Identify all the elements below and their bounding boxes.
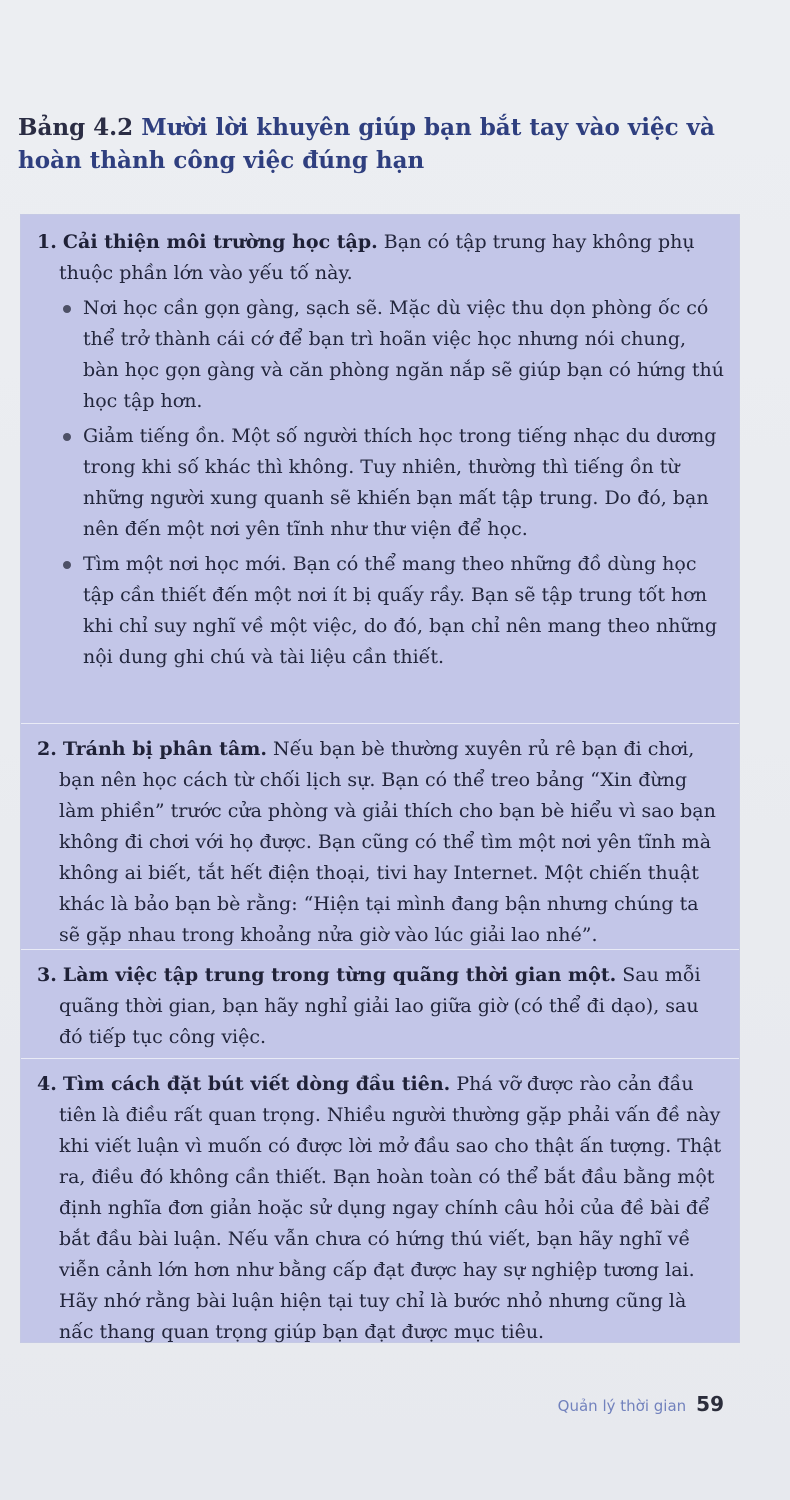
- bullet-text: Nơi học cần gọn gàng, sạch sẽ. Mặc dù việc thu dọn phòng ốc có thể trở thành cái cớ để bạn trì hoãn việc học nhưng nói chung, bàn học gọn gàng và căn phòng ngăn nắp sẽ giúp bạn có hứng thú học tập hơn.: [83, 297, 724, 412]
- tip-number: 1.: [37, 231, 57, 253]
- list-item: [59, 293, 725, 417]
- table-row: [21, 949, 739, 1058]
- tip-heading: Làm việc tập trung trong từng quãng thời gian một.: [62, 964, 617, 986]
- tip-number: 3.: [37, 964, 57, 986]
- tip-body: Bạn có tập trung hay không phụ thuộc phần lớn vào yếu tố này.: [59, 231, 695, 284]
- tip-number: 4.: [37, 1073, 57, 1095]
- tip-heading: Tránh bị phân tâm.: [62, 738, 267, 760]
- tip-heading: Cải thiện môi trường học tập.: [62, 231, 378, 253]
- tip-2: [35, 734, 725, 951]
- tip-number: 2.: [37, 738, 57, 760]
- page-number: 59: [696, 1392, 724, 1416]
- bullet-text: Giảm tiếng ồn. Một số người thích học trong tiếng nhạc du dương trong khi số khác thì không. Tuy nhiên, thường thì tiếng ồn từ những người xung quanh sẽ khiến bạn mất tập trung. Do đó, bạn nên đến một nơi yên tĩnh như thư viện để học.: [83, 425, 717, 540]
- tip-body: Sau mỗi quãng thời gian, bạn hãy nghỉ giải lao giữa giờ (có thể đi dạo), sau đó tiếp tục công việc.: [59, 964, 701, 1048]
- tip-1-bullet-list: [59, 293, 725, 673]
- tip-body: Nếu bạn bè thường xuyên rủ rê bạn đi chơi, bạn nên học cách từ chối lịch sự. Bạn có thể treo bảng “Xin đừng làm phiền” trước cửa phòng và giải thích cho bạn bè hiểu vì sao bạn không đi chơi với họ được. Bạn cũng có thể tìm một nơi yên tĩnh mà không ai biết, tắt hết điện thoại, tivi hay Internet. Một chiến thuật khác là bảo bạn bè rằng: “Hiện tại mình đang bận nhưng chúng ta sẽ gặp nhau trong khoảng nửa giờ vào lúc giải lao nhé”.: [59, 738, 716, 946]
- table-row: [21, 1058, 739, 1342]
- tip-1: [35, 227, 725, 289]
- bullet-icon: [63, 305, 71, 313]
- tips-table: [20, 214, 740, 1343]
- tip-3: [35, 960, 725, 1053]
- table-row: [21, 723, 739, 949]
- table-caption-text: Mười lời khuyên giúp bạn bắt tay vào việc và hoàn thành công việc đúng hạn: [18, 114, 715, 174]
- page-footer: [558, 1392, 724, 1416]
- bullet-icon: [63, 433, 71, 441]
- tip-heading: Tìm cách đặt bút viết dòng đầu tiên.: [62, 1073, 451, 1095]
- section-title: Quản lý thời gian: [557, 1397, 687, 1415]
- table-row: [21, 215, 739, 723]
- table-caption: [18, 112, 770, 177]
- tip-4: [35, 1069, 725, 1348]
- bullet-text: Tìm một nơi học mới. Bạn có thể mang theo những đồ dùng học tập cần thiết đến một nơi ít bị quấy rầy. Bạn sẽ tập trung tốt hơn khi chỉ suy nghĩ về một việc, do đó, bạn chỉ nên mang theo những nội dung ghi chú và tài liệu cần thiết.: [83, 553, 718, 668]
- tip-body: Phá vỡ được rào cản đầu tiên là điều rất quan trọng. Nhiều người thường gặp phải vấn đề này khi viết luận vì muốn có được lời mở đầu sao cho thật ấn tượng. Thật ra, điều đó không cần thiết. Bạn hoàn toàn có thể bắt đầu bằng một định nghĩa đơn giản hoặc sử dụng ngay chính câu hỏi của đề bài để bắt đầu bài luận. Nếu vẫn chưa có hứng thú viết, bạn hãy nghĩ về viễn cảnh lớn hơn như bằng cấp đạt được hay sự nghiệp tương lai. Hãy nhớ rằng bài luận hiện tại tuy chỉ là bước nhỏ nhưng cũng là nấc thang quan trọng giúp bạn đạt được mục tiêu.: [59, 1073, 722, 1343]
- list-item: [59, 549, 725, 673]
- list-item: [59, 421, 725, 545]
- bullet-icon: [63, 561, 71, 569]
- table-caption-label: Bảng 4.2: [18, 114, 134, 141]
